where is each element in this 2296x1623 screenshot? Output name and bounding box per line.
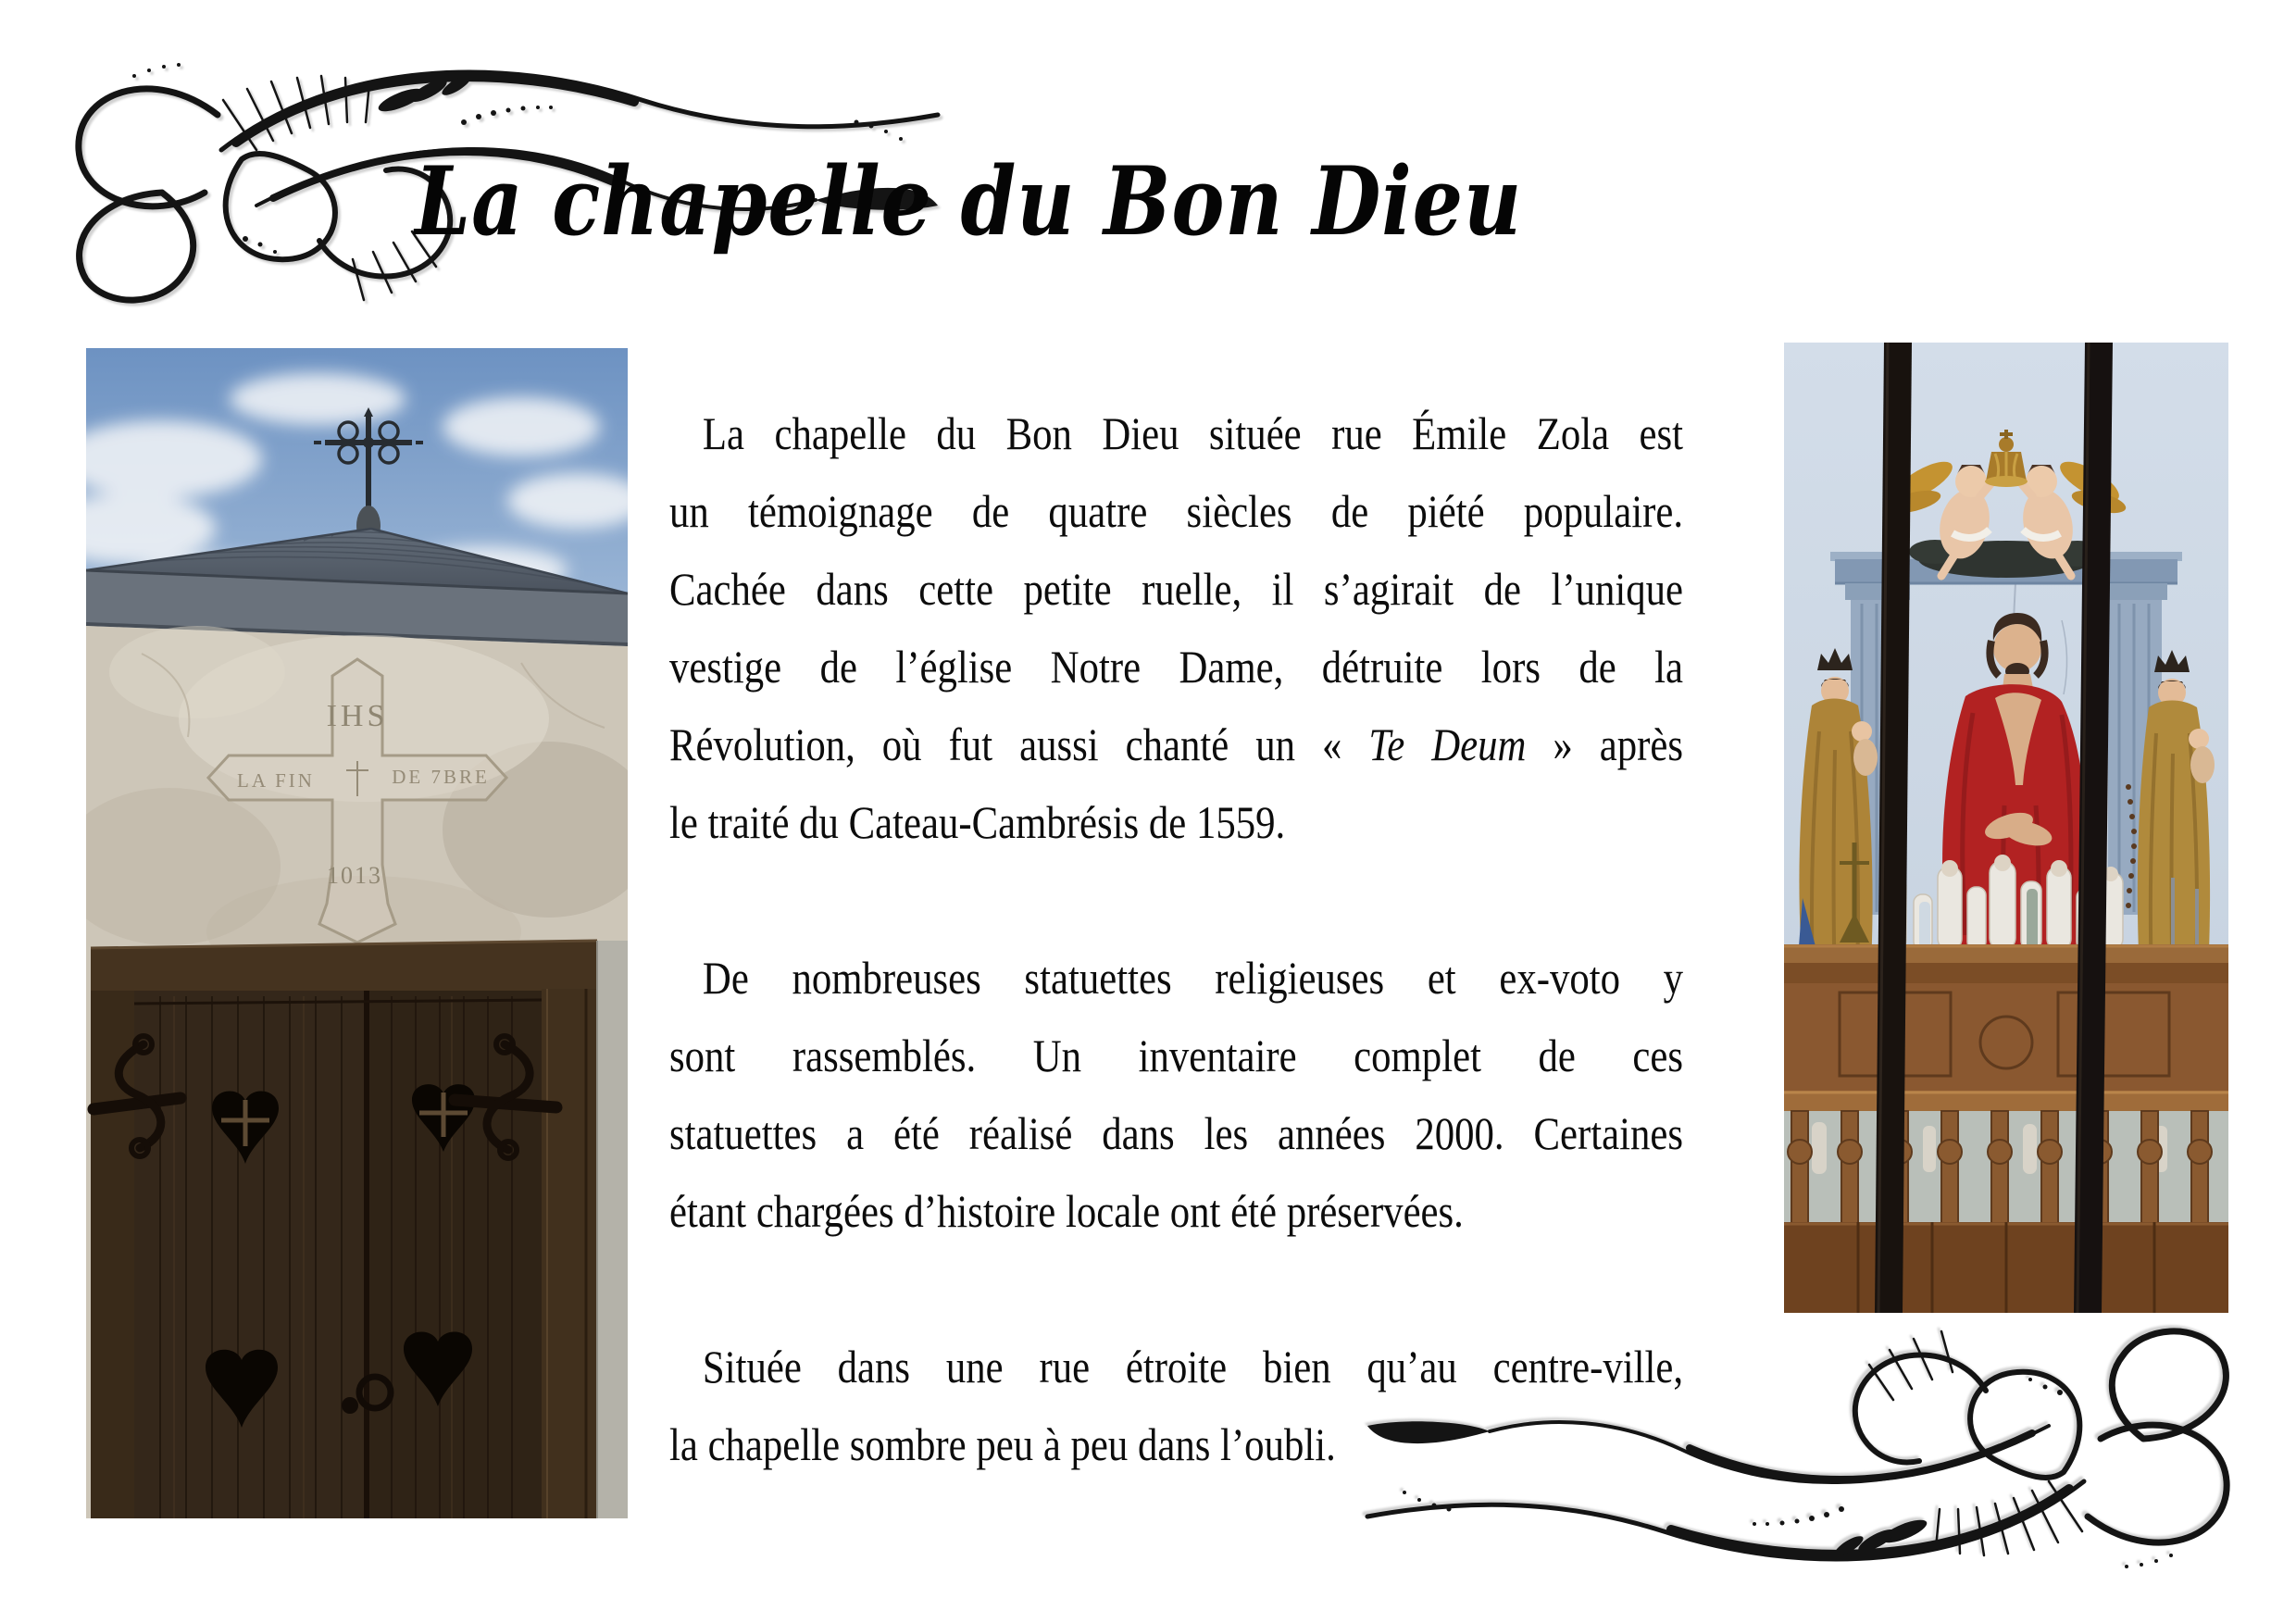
body-line: Révolution, où fut aussi chanté un « Te Deum » après: [669, 718, 1684, 770]
carving-ihs: IHS: [326, 699, 389, 733]
body-text: [669, 394, 1683, 1483]
body-line: le traité du Cateau-Cambrésis de 1559.: [669, 796, 1286, 848]
body-line: la chapelle sombre peu à peu dans l’oubli.: [669, 1418, 1336, 1470]
te-deum-italic: Te Deum: [1368, 718, 1527, 770]
carving-la-fin: LA FIN: [237, 769, 315, 792]
paragraph-2: [669, 939, 1683, 1250]
body-line: Située dans une rue étroite bien qu’au centre-ville,: [702, 1341, 1684, 1392]
body-line: un témoignage de quatre siècles de piété populaire.: [669, 485, 1684, 537]
body-line: sont rassemblés. Un inventaire complet de ces: [669, 1030, 1684, 1081]
altar: [1784, 944, 2228, 1094]
body-line: Cachée dans cette petite ruelle, il s’agirait de l’unique: [669, 563, 1684, 615]
wooden-door: [94, 991, 556, 1518]
body-line: vestige de l’église Notre Dame, détruite lors de la: [669, 641, 1684, 693]
page-title: La chapelle du Bon Dieu: [415, 146, 1523, 257]
carving-date: 1013: [327, 862, 382, 889]
body-line: De nombreuses statuettes religieuses et ex-voto y: [702, 952, 1684, 1004]
chapel-exterior-photo: [86, 348, 628, 1518]
body-line: statuettes a été réalisé dans les années 2000. Certaines: [669, 1107, 1684, 1159]
balustrade: [1784, 1091, 2228, 1313]
paragraph-1: [669, 394, 1683, 861]
body-line: étant chargées d’histoire locale ont été préservées.: [669, 1185, 1464, 1237]
wall-strip-right: [597, 941, 628, 1518]
body-line: La chapelle du Bon Dieu située rue Émile Zola est: [702, 407, 1684, 459]
chapel-interior-photo: [1784, 343, 2228, 1313]
paragraph-3: [669, 1328, 1683, 1483]
carving-de-7bre: DE 7BRE: [392, 766, 490, 788]
